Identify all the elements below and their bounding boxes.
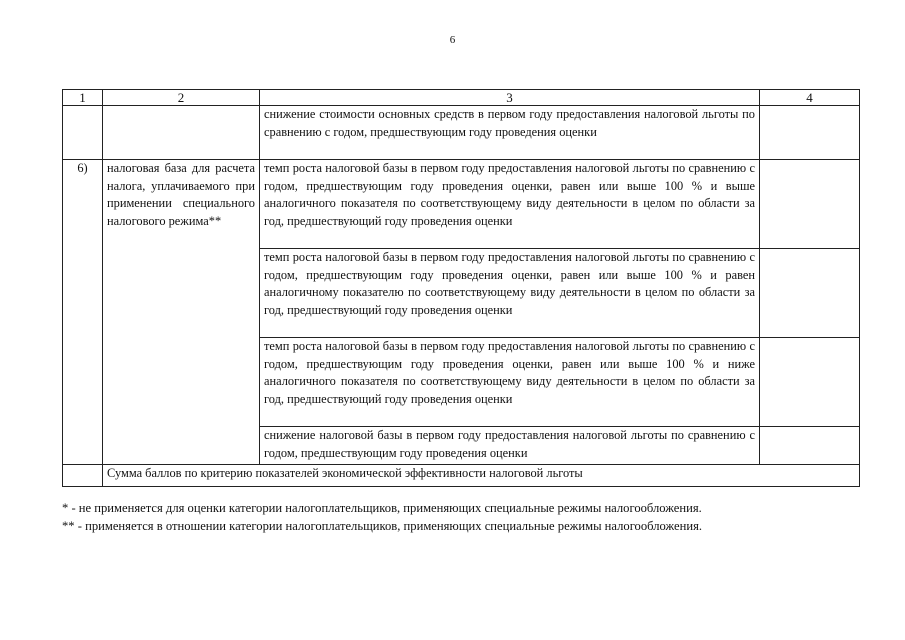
header-col-4: 4 (760, 90, 860, 106)
indicator-cell-2: темп роста налоговой базы в первом году предоставления налоговой льготы по сравнению с годом, предшествующим году проведения оценки, равен или выше 100 % и равен аналогичному показателю по соответствующему виду деятельности в целом по области за год, предшествующий году проведения оценки (260, 249, 760, 338)
header-col-3: 3 (260, 90, 760, 106)
table-header-row (63, 90, 860, 106)
footnotes (62, 500, 862, 535)
cont-score-cell (760, 106, 860, 160)
footnote-2: ** - применяется в отношении категории налогоплательщиков, применяющих специальные режимы налогообложения. (62, 518, 703, 533)
indicator-cell-1: темп роста налоговой базы в первом году предоставления налоговой льготы по сравнению с годом, предшествующим году проведения оценки, равен или выше 100 % и выше аналогичного показателя по соответствующему виду деятельности в целом по области за год, предшествующий году проведения оценки (260, 160, 760, 249)
header-col-1: 1 (63, 90, 103, 106)
table-row-continuation (63, 106, 860, 160)
footnote-1: * - не применяется для оценки категории налогоплательщиков, применяющих специальные режимы налогообложения. (62, 501, 702, 515)
cont-number-cell (63, 106, 103, 160)
page-number: 6 (449, 34, 456, 46)
total-label-cell: Сумма баллов по критерию показателей экономической эффективности налоговой льготы (103, 465, 860, 487)
criteria-table (62, 89, 860, 487)
total-number-cell (63, 465, 103, 487)
score-cell-4 (760, 427, 860, 465)
table-row-6-option-1 (63, 160, 860, 249)
indicator-cell-4: снижение налоговой базы в первом году предоставления налоговой льготы по сравнению с годом, предшествующим году проведения оценки (260, 427, 760, 465)
header-col-2: 2 (103, 90, 260, 106)
score-cell-1 (760, 160, 860, 249)
indicator-cell-3: темп роста налоговой базы в первом году предоставления налоговой льготы по сравнению с годом, предшествующим году проведения оценки, равен или выше 100 % и ниже аналогичного показателя по соответствующему виду деятельности в целом по области за год, предшествующий году проведения оценки (260, 338, 760, 427)
criterion-cell: налоговая база для расчета налога, уплачиваемого при применении специального налогового режима** (103, 160, 260, 465)
cont-criterion-cell (103, 106, 260, 160)
score-cell-2 (760, 249, 860, 338)
table-row-total (63, 465, 860, 487)
row-number-cell: 6) (63, 160, 103, 465)
score-cell-3 (760, 338, 860, 427)
cont-indicator-cell: снижение стоимости основных средств в первом году предоставления налоговой льготы по сравнению с годом, предшествующим году проведения оценки (260, 106, 760, 160)
